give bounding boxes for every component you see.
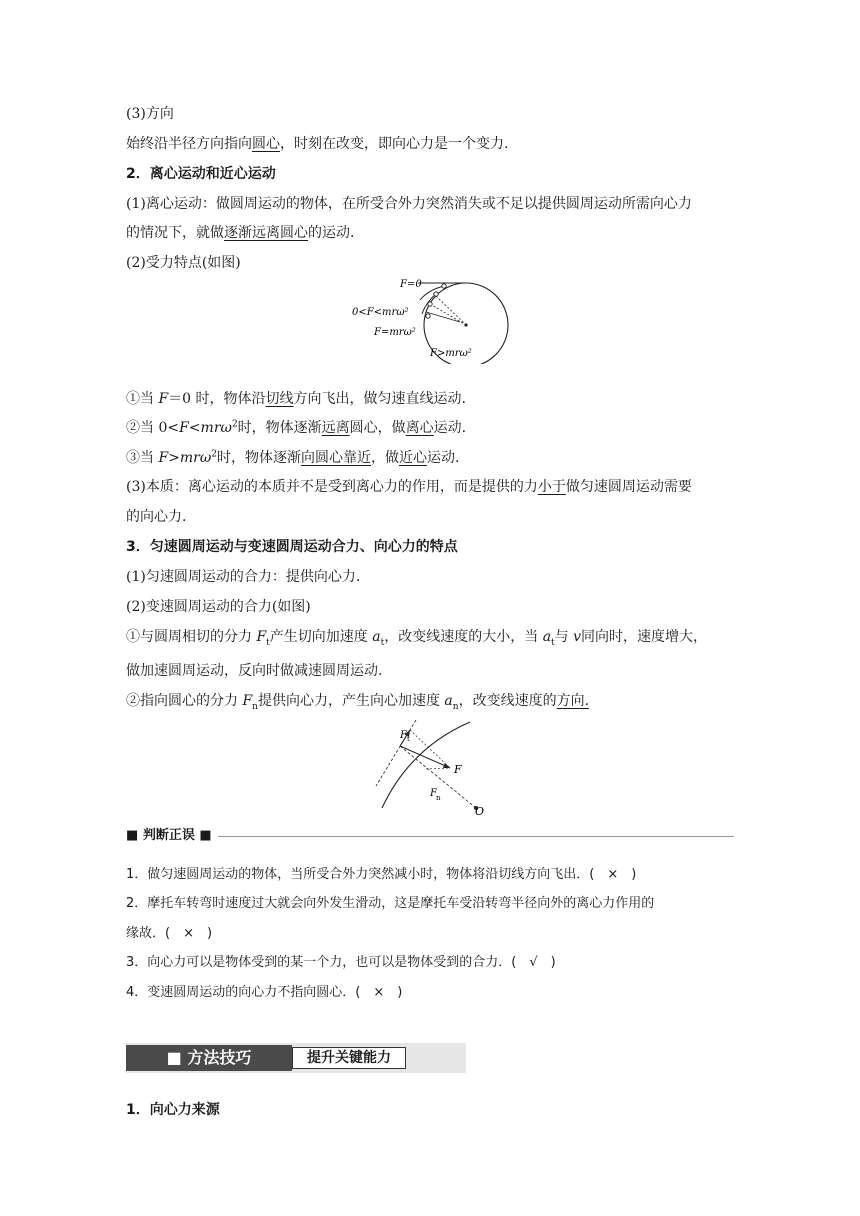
judge-title: ■ 判断正误 ■: [126, 829, 218, 843]
item-direction-heading: (3)方向: [126, 106, 174, 122]
force-line: [426, 312, 460, 322]
label-f-greater: F>mrω²: [430, 348, 472, 359]
label-ft: F: [400, 730, 407, 741]
paragraph-line: (3)本质：离心运动的本质并不是受到离心力的作用，而是提供的力小于做匀速圆周运动需要: [126, 479, 692, 495]
paragraph-line: (1)匀速圆周运动的合力：提供向心力.: [126, 569, 361, 585]
paragraph-line: 的向心力.: [126, 509, 187, 525]
judge-item-2: 2．摩托车转弯时速度过大就会向外发生滑动，这是摩托车受沿转弯半径向外的离心力作用的: [126, 896, 655, 911]
paragraph-line: (2)受力特点(如图): [126, 255, 241, 271]
label-fn-sub: n: [436, 794, 441, 802]
label-f-equal: F=mrω²: [374, 327, 416, 338]
case-line-2: ②当 0<F<mrω$^2$时，物体逐渐远离圆心，做离心运动.: [126, 419, 467, 436]
paragraph-line: (2)变速圆周运动的合力(如图): [126, 599, 311, 615]
center-dot: [464, 323, 467, 326]
judge-item-4: 4．变速圆周运动的向心力不指向圆心．( × ): [126, 985, 403, 1000]
section-heading-3: 3．匀速圆周运动与变速圆周运动合力、向心力的特点: [126, 539, 458, 555]
object-marker: [442, 284, 446, 288]
case-line-3: ③当 F>mrω$^2$时，物体逐渐向圆心靠近，做近心运动.: [126, 449, 460, 466]
case-line-1: ①当 F＝0 时，物体沿切线方向飞出，做匀速直线运动.: [126, 391, 466, 407]
judge-section-header: [126, 829, 734, 843]
label-ft-sub: t: [407, 735, 410, 743]
centrifugal-figure: [350, 278, 520, 364]
parallelogram-dash: [426, 768, 450, 769]
object-marker: [426, 314, 430, 318]
banner-left: ■ 方法技巧: [126, 1045, 292, 1071]
label-o: O: [475, 805, 485, 816]
label-f-zero: F=0: [400, 279, 422, 290]
banner-right: 提升关键能力: [292, 1047, 406, 1069]
judge-item-2-cont: 缘故．( × ): [126, 926, 213, 941]
method-banner: [126, 1043, 466, 1073]
judge-item-3: 3．向心力可以是物体受到的某一个力，也可以是物体受到的合力．( √ ): [126, 955, 556, 970]
paragraph-line: (1)离心运动：做圆周运动的物体，在所受合外力突然消失或不足以提供圆周运动所需向心力: [126, 196, 692, 212]
label-f-less: 0<F<mrω²: [352, 307, 409, 318]
object-marker: [434, 292, 438, 296]
label-fn: F: [430, 788, 437, 799]
object-marker: [428, 302, 432, 306]
paragraph-line: ①与圆周相切的分力 $F_t$产生切向加速度 $a_t$，改变线速度的大小，当 $a_t$与 v同向时，速度增大，: [126, 629, 708, 648]
tangent-dash: [376, 720, 416, 786]
subheading-source: 1．向心力来源: [126, 1102, 220, 1118]
paragraph-line: 的情况下，就做逐渐远离圆心的运动.: [126, 225, 355, 241]
label-f: F: [454, 763, 462, 776]
section-heading-2: 2．离心运动和近心运动: [126, 166, 276, 182]
judge-item-1: 1．做匀速圆周运动的物体，当所受合外力突然减小时，物体将沿切线方向飞出．( × ): [126, 867, 637, 882]
direction-text: 始终沿半径方向指向圆心，时刻在改变，即向心力是一个变力.: [126, 136, 509, 152]
resultant-force-arrow: [400, 746, 450, 768]
force-decomposition-figure: [372, 720, 492, 816]
paragraph-line: 做加速圆周运动，反向时做减速圆周运动.: [126, 663, 383, 679]
paragraph-line: ②指向圆心的分力 $F_n$提供向心力，产生向心加速度 $a_n$，改变线速度的方向.: [126, 693, 590, 712]
